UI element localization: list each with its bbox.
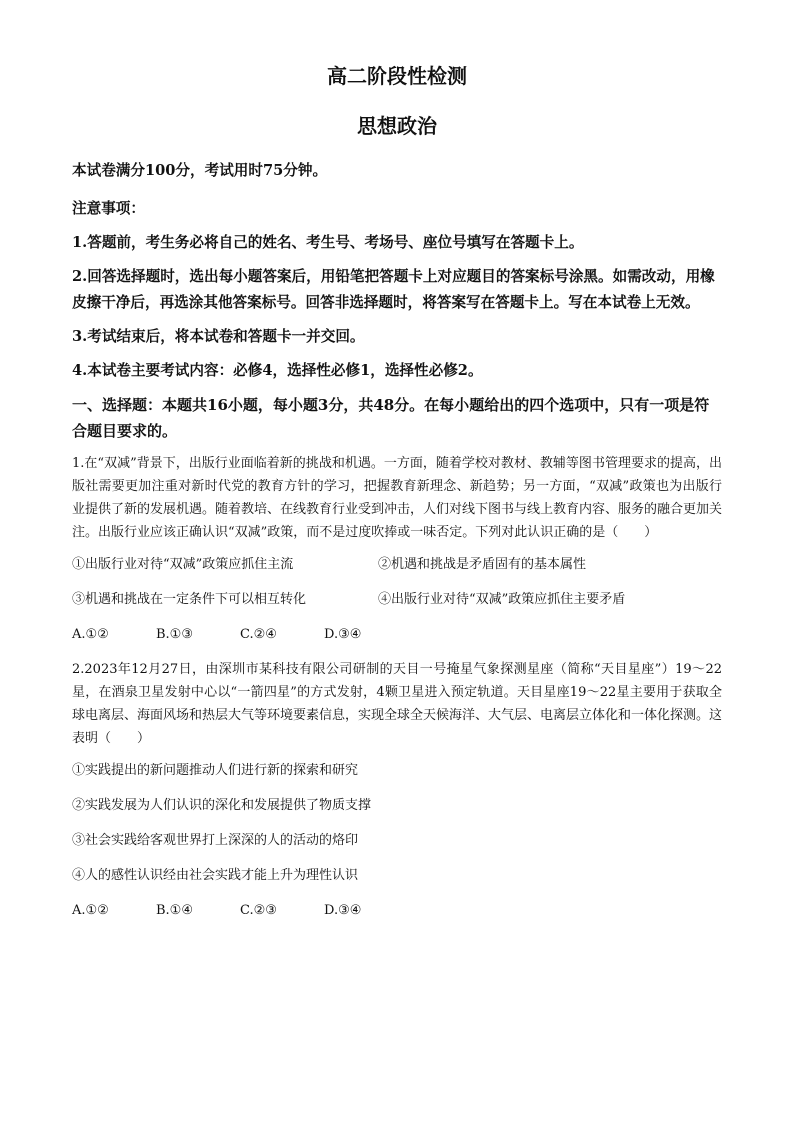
note-item: 2.回答选择题时，选出每小题答案后，用铅笔把答题卡上对应题目的答案标号涂黑。如需改动，用橡皮擦干净后，再选涂其他答案标号。回答非选择题时，将答案写在答题卡上。写在本试卷上无效。 [72, 268, 715, 311]
intro-line: 本试卷满分100分，考试用时75分钟。 [72, 162, 328, 179]
choice-c: C.②③ [240, 903, 277, 918]
note-item: 1.答题前，考生务必将自己的姓名、考生号、考场号、座位号填写在答题卡上。 [72, 234, 584, 251]
option-2: ②机遇和挑战是矛盾固有的基本属性 [378, 557, 587, 572]
choice-b: B.①③ [156, 627, 193, 642]
option-1: ①出版行业对待“双减”政策应抓住主流 [72, 557, 294, 572]
choice-c: C.②④ [240, 627, 277, 642]
question-stem: 2.2023年12月27日，由深圳市某科技有限公司研制的天目一号掩星气象探测星座（简称“天目星座”）19～22星，在酒泉卫星发射中心以“一箭四星”的方式发射，4颗卫星进入预定轨道。天目星座19～22星主要用于获取全球电离层、海面风场和热层大气等环境要素信息，实现全球全天候海洋、大气层、电离层立体化和一体化探测。这表明（ ） [72, 662, 723, 746]
note-item: 3.考试结束后，将本试卷和答题卡一并交回。 [72, 328, 365, 345]
choice-b: B.①④ [156, 903, 193, 918]
option-row [72, 553, 722, 576]
note-item: 4.本试卷主要考试内容：必修4，选择性必修1，选择性必修2。 [72, 362, 483, 379]
notes-heading: 注意事项： [72, 200, 145, 217]
option-2: ②实践发展为人们认识的深化和发展提供了物质支撑 [72, 798, 372, 813]
section-heading: 一、选择题：本题共16小题，每小题3分，共48分。在每小题给出的四个选项中，只有一项是符合题目要求的。 [72, 396, 710, 440]
subject-title: 思想政治 [357, 114, 437, 138]
option-3: ③社会实践给客观世界打上深深的人的活动的烙印 [72, 833, 359, 848]
option-1: ①实践提出的新问题推动人们进行新的探索和研究 [72, 763, 359, 778]
option-row [72, 588, 722, 611]
answer-choices [72, 899, 722, 922]
question-stem: 1.在“双减”背景下，出版行业面临着新的挑战和机遇。一方面，随着学校对教材、教辅等图书管理要求的提高，出版社需要更加注重对新时代党的教育方针的学习，把握教育新理念、新趋势；另一方面，“双减”政策也为出版行业提供了新的发展机遇。随着教培、在线教育行业受到冲击，人们对线下图书与线上教育内容、服务的融合更加关注。出版行业应该正确认识“双减”政策，而不是过度吹捧或一味否定。下列对此认识正确的是（ ） [72, 456, 723, 540]
choice-d: D.③④ [324, 903, 362, 918]
choice-d: D.③④ [324, 627, 362, 642]
option-3: ③机遇和挑战在一定条件下可以相互转化 [72, 592, 307, 607]
question-2 [72, 658, 722, 922]
question-1 [72, 452, 722, 646]
exam-page [72, 62, 722, 934]
option-4: ④人的感性认识经由社会实践才能上升为理性认识 [72, 868, 359, 883]
notes-block [72, 196, 722, 384]
exam-title: 高二阶段性检测 [327, 64, 467, 88]
answer-choices [72, 623, 722, 646]
choice-a: A.①② [72, 627, 109, 642]
option-4: ④出版行业对待“双减”政策应抓住主要矛盾 [378, 592, 626, 607]
choice-a: A.①② [72, 903, 109, 918]
intro-block [72, 158, 722, 184]
